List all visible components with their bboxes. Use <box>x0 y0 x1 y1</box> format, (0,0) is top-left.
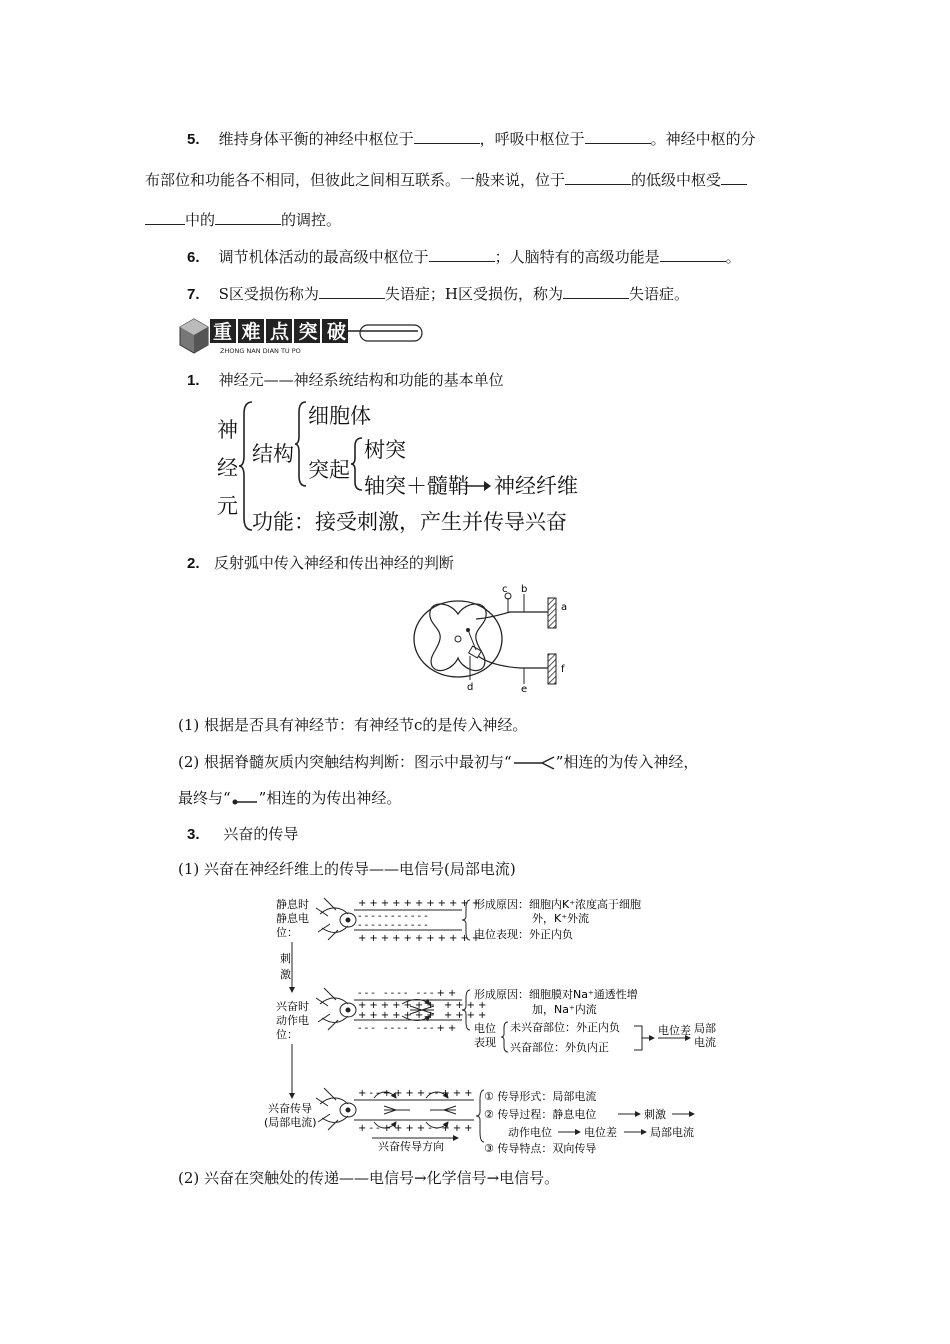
q6-text-c: 。 <box>725 248 741 266</box>
receptor-a <box>548 598 556 628</box>
label-e: e <box>521 684 528 694</box>
act-label-3: 位： <box>276 1028 298 1041</box>
neuron-axon: 轴突＋髓鞘 <box>364 474 469 498</box>
rest-plus-bot: +++++++++++ <box>358 933 484 944</box>
act-cause-1: 形成原因：细胞膜对Na⁺通透性增 <box>474 988 638 1001</box>
cond-stimulus: 刺激 <box>644 1108 666 1121</box>
cond-process-2c: 局部电流 <box>650 1126 694 1139</box>
neuron-root-3: 元 <box>217 494 238 518</box>
s3-heading <box>187 824 298 845</box>
q5-blank-4b[interactable] <box>145 210 185 225</box>
s2-point-3b: ”相连的为传出神经。 <box>258 789 402 807</box>
q7-text-c: 失语症。 <box>628 285 689 303</box>
cond-label-2: (局部电流) <box>264 1116 317 1129</box>
s2-point-1: (1) 根据是否具有神经节：有神经节c的是传入神经。 <box>178 716 528 734</box>
q5-text-e: 的低级中枢受 <box>631 171 722 189</box>
excited-part: 兴奋部位：外负内正 <box>510 1041 609 1054</box>
cond-process-2b: 电位差 <box>584 1126 617 1139</box>
rest-minus-bot: ----------- <box>358 920 431 931</box>
q6-text-a: 调节机体活动的最高级中枢位于 <box>218 248 429 266</box>
q5-blank-2[interactable] <box>585 129 651 144</box>
local-current-1: 局部 <box>694 1022 716 1035</box>
neuron-dendrite: 树突 <box>364 438 406 462</box>
s1-number: 1. <box>187 372 200 389</box>
q5-line2 <box>145 170 747 190</box>
s3-sub-2: (2) 兴奋在突触处的传递——电信号→化学信号→电信号。 <box>178 1169 560 1187</box>
q7-line <box>187 284 689 305</box>
s2-title: 反射弧中传入神经和传出神经的判断 <box>213 554 454 572</box>
label-d: d <box>467 682 474 693</box>
q7-blank-1[interactable] <box>319 284 385 299</box>
act-signs-mid1: +++++++ ++++ <box>358 1000 490 1011</box>
cond-feature: ③ 传导特点：双向传导 <box>484 1142 597 1154</box>
s1-heading <box>187 370 504 391</box>
q5-blank-4a[interactable] <box>721 170 747 185</box>
s2-point-2b: ”相连的为传入神经， <box>555 753 699 771</box>
neuron-structure-label: 结构 <box>252 442 294 466</box>
q5-text-c: 。神经中枢的分 <box>650 130 756 148</box>
q6-text-b: ；人脑特有的高级功能是 <box>494 248 660 266</box>
cond-form: ① 传导形式：局部电流 <box>484 1090 597 1103</box>
q6-line <box>187 247 741 268</box>
rest-label-1: 静息时 <box>276 898 309 911</box>
q5-blank-1[interactable] <box>414 129 480 144</box>
q6-number: 6. <box>187 249 200 266</box>
s3-title: 兴奋的传导 <box>223 825 299 843</box>
s2-number: 2. <box>187 555 200 572</box>
label-c: c <box>502 584 508 595</box>
q5-line1 <box>187 129 756 150</box>
reflex-arc-diagram <box>410 584 580 694</box>
axon-terminal-symbol-icon <box>231 792 259 806</box>
q5-number: 5. <box>187 131 200 148</box>
s3-number: 3. <box>187 826 200 843</box>
q7-text-a: S区受损伤称为 <box>218 285 319 303</box>
rest-cause-2: 外，K⁺外流 <box>532 912 590 925</box>
brace-process <box>350 436 364 492</box>
rest-label-2: 静息电 <box>276 912 309 925</box>
neuron-function: 功能：接受刺激，产生并传导兴奋 <box>252 510 567 534</box>
cond-signs-bot: +--++++--+++ <box>358 1123 476 1134</box>
cond-process-1: ② 传导过程：静息电位 <box>484 1108 597 1121</box>
rest-plus-top: +++++++++++ <box>358 898 484 909</box>
label-b: b <box>521 584 528 595</box>
spinal-cord-outline <box>414 601 502 677</box>
q5-blank-5[interactable] <box>215 210 281 225</box>
cond-direction: 兴奋传导方向 <box>378 1140 444 1153</box>
act-cause-2: 加，Na⁺内流 <box>532 1003 597 1016</box>
stim-label-2: 激 <box>280 968 291 981</box>
s1-title: 神经元——神经系统结构和功能的基本单位 <box>218 371 504 389</box>
neuron-fiber: 神经纤维 <box>494 474 578 498</box>
neuron-root-1: 神 <box>217 418 238 442</box>
q5-blank-3[interactable] <box>565 170 631 185</box>
q7-number: 7. <box>187 286 200 303</box>
gray-matter <box>430 604 486 671</box>
act-label-2: 动作电 <box>276 1014 309 1027</box>
local-current-2: 电流 <box>694 1036 716 1049</box>
q5-text-b: ，呼吸中枢位于 <box>479 130 585 148</box>
section-banner <box>178 315 428 355</box>
potential-diff: 电位差 <box>658 1024 691 1037</box>
label-f: f <box>561 664 565 675</box>
act-label-1: 兴奋时 <box>276 1000 309 1013</box>
nerve-conduction-diagram <box>262 886 732 1154</box>
rest-cause-1: 形成原因：细胞内K⁺浓度高于细胞 <box>474 898 642 911</box>
rest-minus-top: ----------- <box>358 911 431 922</box>
s2-point-3 <box>178 788 401 808</box>
q7-text-b: 失语症；H区受损伤，称为 <box>384 285 563 303</box>
act-signs-bot: --- ---- ---++ <box>358 1023 460 1034</box>
banner-title: 重难点突破 <box>213 321 356 343</box>
act-show-1: 电位 <box>474 1022 496 1035</box>
arrow-right-icon <box>464 480 492 492</box>
s2-heading <box>187 553 454 574</box>
brace-structure <box>294 400 308 488</box>
act-show-2: 表现 <box>474 1036 496 1049</box>
q5-text-f: 中的 <box>185 211 216 229</box>
act-signs-top: --- ---- ---++ <box>358 988 460 999</box>
q6-blank-2[interactable] <box>660 247 726 262</box>
q5-text-d: 布部位和功能各不相同，但彼此之间相互联系。一般来说，位于 <box>145 171 566 189</box>
neuron-process-label: 突起 <box>308 458 350 482</box>
q6-blank-1[interactable] <box>429 247 495 262</box>
banner-pinyin: ZHONG NAN DIAN TU PO <box>220 347 301 355</box>
q5-text-a: 维持身体平衡的神经中枢位于 <box>218 130 414 148</box>
q7-blank-2[interactable] <box>563 284 629 299</box>
act-signs-mid2: +++++++ ++++ <box>358 1010 490 1021</box>
neuron-structure-diagram <box>212 396 592 536</box>
cond-process-2a: 动作电位 <box>508 1126 552 1139</box>
s2-point-3a: 最终与“ <box>178 789 231 807</box>
s3-sub-1: (1) 兴奋在神经纤维上的传导——电信号(局部电流) <box>178 860 516 878</box>
cond-signs-top: +--++++--+++ <box>358 1088 476 1099</box>
rest-label-3: 位： <box>276 926 298 939</box>
cond-label-1: 兴奋传导 <box>268 1102 312 1115</box>
rest-show: 电位表现：外正内负 <box>474 928 573 941</box>
dendrite-symbol-icon <box>512 756 556 770</box>
label-a: a <box>561 602 568 613</box>
unexcited-part: 未兴奋部位：外正内负 <box>510 1021 620 1034</box>
s2-point-2a: (2) 根据脊髓灰质内突触结构判断：图示中最初与“ <box>178 753 512 771</box>
stim-label-1: 刺 <box>280 952 291 965</box>
s2-point-2 <box>178 752 698 772</box>
neuron-root-2: 经 <box>217 456 238 480</box>
neuron-cell-body: 细胞体 <box>308 404 371 428</box>
effector-f <box>548 654 556 684</box>
q5-line3 <box>145 210 341 230</box>
q5-text-g: 的调控。 <box>281 211 342 229</box>
